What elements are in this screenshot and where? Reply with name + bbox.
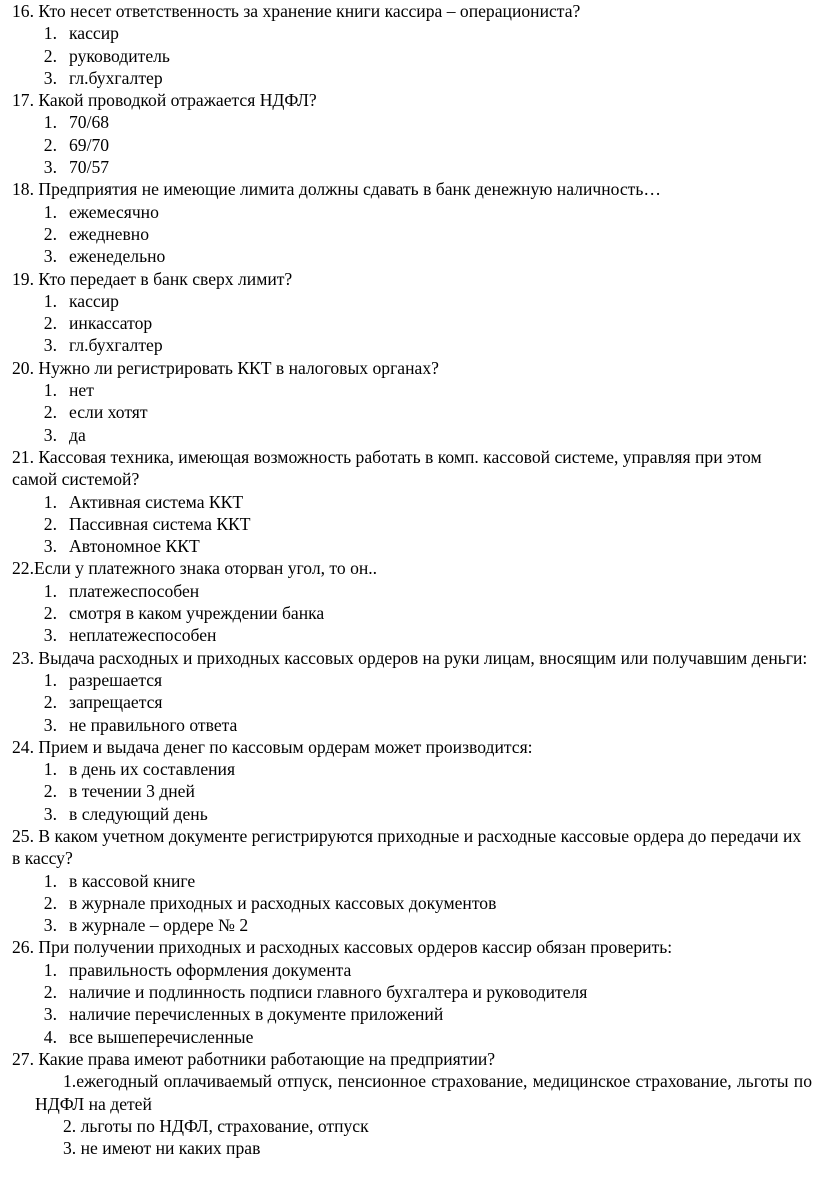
option-number: 2. bbox=[43, 603, 57, 624]
answer-option bbox=[0, 223, 816, 245]
answer-option bbox=[0, 624, 816, 646]
question-text: 20. Нужно ли регистрировать ККТ в налоговых органах? bbox=[12, 357, 439, 378]
option-text: в журнале – ордере № 2 bbox=[69, 915, 249, 936]
question-text: 26. При получении приходных и расходных кассовых ордеров кассир обязан проверить: bbox=[12, 937, 673, 958]
answer-option bbox=[0, 1003, 816, 1025]
option-text: гл.бухгалтер bbox=[69, 335, 163, 356]
answer-option bbox=[0, 892, 816, 914]
option-number: 2. bbox=[43, 313, 57, 334]
option-number: 1. bbox=[43, 23, 57, 44]
answer-text: 1.ежегодный оплачиваемый отпуск, пенсионное страхование, медицинское страхование, льготы по НДФЛ на детей bbox=[35, 1071, 812, 1114]
question-block bbox=[0, 557, 816, 646]
answer-option bbox=[0, 245, 816, 267]
question-block bbox=[0, 647, 816, 736]
option-text: не правильного ответа bbox=[69, 714, 238, 735]
answer-option bbox=[0, 914, 816, 936]
question-block bbox=[0, 736, 816, 825]
option-text: наличие и подлинность подписи главного бухгалтера и руководителя bbox=[69, 982, 588, 1003]
answer-option bbox=[0, 22, 816, 44]
option-number: 1. bbox=[43, 112, 57, 133]
option-text: 69/70 bbox=[69, 134, 110, 155]
option-text: запрещается bbox=[69, 692, 163, 713]
answer-option bbox=[0, 803, 816, 825]
option-text: разрешается bbox=[69, 669, 163, 690]
option-number: 1. bbox=[43, 580, 57, 601]
answer-option bbox=[0, 156, 816, 178]
option-text: да bbox=[69, 424, 86, 445]
option-text: ежедневно bbox=[69, 223, 150, 244]
question-block bbox=[0, 89, 816, 178]
option-number: 1. bbox=[43, 959, 57, 980]
option-text: правильность оформления документа bbox=[69, 959, 352, 980]
answer-option-1 bbox=[35, 1070, 814, 1115]
answer-option bbox=[0, 513, 816, 535]
option-number: 2. bbox=[43, 982, 57, 1003]
answer-option bbox=[0, 379, 816, 401]
answer-option bbox=[0, 780, 816, 802]
question-text: 25. В каком учетном документе регистрируются приходные и расходные кассовые ордера до передачи их в кассу? bbox=[12, 825, 802, 869]
option-text: в журнале приходных и расходных кассовых документов bbox=[69, 892, 497, 913]
question-block bbox=[0, 268, 816, 357]
option-number: 2. bbox=[43, 892, 57, 913]
option-number: 1. bbox=[43, 491, 57, 512]
option-number: 3. bbox=[43, 1004, 57, 1025]
question-block bbox=[0, 446, 816, 557]
question-block bbox=[0, 825, 816, 936]
option-text: в кассовой книге bbox=[69, 870, 196, 891]
option-number: 3. bbox=[43, 536, 57, 557]
answer-option bbox=[0, 67, 816, 89]
question-text: 22.Если у платежного знака оторван угол, то он.. bbox=[12, 558, 378, 579]
option-text: ежемесячно bbox=[69, 201, 159, 222]
answer-option bbox=[0, 45, 816, 67]
option-text: платежеспособен bbox=[69, 580, 200, 601]
option-number: 3. bbox=[43, 714, 57, 735]
option-text: если хотят bbox=[69, 402, 148, 423]
answer-options bbox=[0, 1070, 816, 1159]
answer-option bbox=[0, 959, 816, 981]
question-text: 24. Прием и выдача денег по кассовым ордерам может производится: bbox=[12, 736, 533, 757]
question-block bbox=[0, 0, 816, 89]
option-number: 3. bbox=[43, 335, 57, 356]
option-number: 1. bbox=[43, 870, 57, 891]
answer-option bbox=[0, 334, 816, 356]
option-number: 4. bbox=[43, 1026, 57, 1047]
answer-option bbox=[0, 1026, 816, 1048]
option-number: 3. bbox=[43, 625, 57, 646]
answer-option bbox=[0, 535, 816, 557]
answer-option bbox=[0, 981, 816, 1003]
option-number: 3. bbox=[43, 424, 57, 445]
option-text: неплатежеспособен bbox=[69, 625, 217, 646]
option-text: в день их составления bbox=[69, 759, 236, 780]
option-text: в следующий день bbox=[69, 803, 208, 824]
question-block bbox=[0, 357, 816, 446]
option-number: 2. bbox=[43, 781, 57, 802]
option-number: 2. bbox=[43, 45, 57, 66]
question-text: 17. Какой проводкой отражается НДФЛ? bbox=[12, 90, 317, 111]
answer-option bbox=[0, 691, 816, 713]
answer-option bbox=[0, 669, 816, 691]
option-number: 1. bbox=[43, 380, 57, 401]
question-text: 18. Предприятия не имеющие лимита должны сдавать в банк денежную наличность… bbox=[12, 179, 661, 200]
question-block bbox=[0, 178, 816, 267]
answer-option bbox=[0, 401, 816, 423]
answer-option-3: 3. не имеют ни каких прав bbox=[63, 1138, 261, 1159]
question-text: 23. Выдача расходных и приходных кассовых ордеров на руки лицам, вносящим или получавшим деньги: bbox=[12, 647, 808, 668]
option-number: 1. bbox=[43, 290, 57, 311]
question-text: 16. Кто несет ответственность за хранение книги кассира – операциониста? bbox=[12, 1, 581, 21]
question-text: 27. Какие права имеют работники работающие на предприятии? bbox=[12, 1048, 496, 1069]
question-block bbox=[0, 936, 816, 1047]
answer-option bbox=[0, 134, 816, 156]
option-number: 2. bbox=[43, 513, 57, 534]
option-text: инкассатор bbox=[69, 313, 153, 334]
option-text: руководитель bbox=[69, 45, 170, 66]
answer-option bbox=[0, 580, 816, 602]
option-number: 2. bbox=[43, 134, 57, 155]
question-27 bbox=[0, 1048, 816, 1159]
option-number: 1. bbox=[43, 669, 57, 690]
question-text: 19. Кто передает в банк сверх лимит? bbox=[12, 268, 293, 289]
option-number: 3. bbox=[43, 246, 57, 267]
option-number: 3. bbox=[43, 915, 57, 936]
option-number: 1. bbox=[43, 759, 57, 780]
option-number: 1. bbox=[43, 201, 57, 222]
answer-option bbox=[0, 424, 816, 446]
option-number: 2. bbox=[43, 402, 57, 423]
option-text: в течении 3 дней bbox=[69, 781, 195, 802]
option-text: 70/68 bbox=[69, 112, 110, 133]
option-text: наличие перечисленных в документе приложений bbox=[69, 1004, 444, 1025]
answer-option bbox=[0, 870, 816, 892]
option-text: смотря в каком учреждении банка bbox=[69, 603, 325, 624]
option-text: все вышеперечисленные bbox=[69, 1026, 254, 1047]
option-text: гл.бухгалтер bbox=[69, 67, 163, 88]
option-number: 3. bbox=[43, 67, 57, 88]
option-text: кассир bbox=[69, 23, 119, 44]
option-number: 3. bbox=[43, 803, 57, 824]
option-text: кассир bbox=[69, 290, 119, 311]
answer-option bbox=[0, 602, 816, 624]
answer-option bbox=[0, 758, 816, 780]
option-number: 2. bbox=[43, 692, 57, 713]
option-text: Пассивная система ККТ bbox=[69, 513, 251, 534]
answer-option bbox=[0, 312, 816, 334]
answer-option bbox=[0, 201, 816, 223]
option-text: 70/57 bbox=[69, 157, 110, 178]
option-number: 2. bbox=[43, 223, 57, 244]
option-text: Активная система ККТ bbox=[69, 491, 244, 512]
option-text: еженедельно bbox=[69, 246, 166, 267]
question-text: 21. Кассовая техника, имеющая возможность работать в комп. кассовой системе, управляя при этом самой системой? bbox=[12, 446, 762, 490]
answer-option bbox=[0, 714, 816, 736]
option-text: нет bbox=[69, 380, 94, 401]
option-text: Автономное ККТ bbox=[69, 536, 200, 557]
answer-option bbox=[0, 290, 816, 312]
answer-option-2: 2. льготы по НДФЛ, страхование, отпуск bbox=[63, 1115, 369, 1136]
option-number: 3. bbox=[43, 157, 57, 178]
answer-option bbox=[0, 111, 816, 133]
answer-option bbox=[0, 491, 816, 513]
